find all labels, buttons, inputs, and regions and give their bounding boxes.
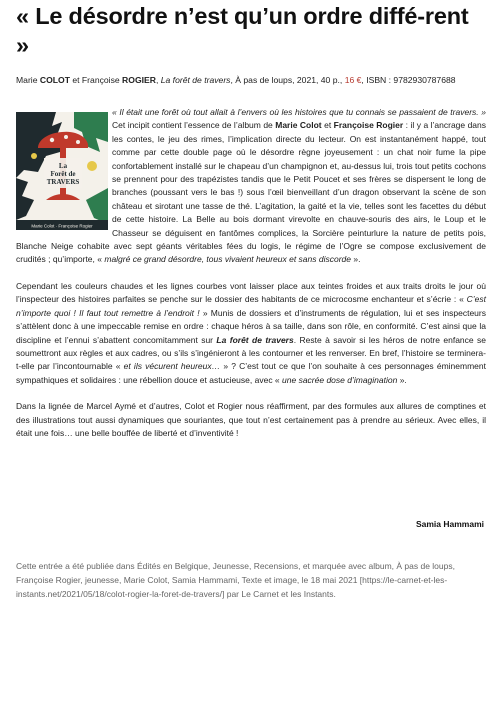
author-name-rogier: Françoise Rogier [333, 120, 404, 131]
article-title: « Le désordre n’est qu’un ordre diffé-rent » [16, 3, 469, 58]
signature: Samia Hammami [415, 519, 484, 529]
author2-last: ROGIER [122, 75, 156, 85]
paragraph-2: Cependant les couleurs chaudes et les lignes courbes vont laisser place aux teintes froides et aux traits droits le jour où l’inspecteur des histoires parfaites se penche sur le dossier des habitants de ce microcosme enchanteur et s’écrie : « C’est n’importe quoi ! Il faut tout remettre à l’endroit ! » Munis de dossiers et d’instruments de régulation, lui et ses inspecteurs s’attèlent donc à une impeccable remise en ordre : chaque héros à sa taille, dans son rôle, en conformité. C’est ainsi que la discipline et l’ennui s’abattent concomitamment sur La forêt de travers. Reste à savoir si les héros de notre enfance se soumettront aux règles et aux cadres, ou s’ils s’ingénieront à les contourner et les renverser. En bref, l’histoire se terminera-t-elle par l’incontournable « et ils vécurent heureux… » ? C’est tout ce que l’on souhaite à ces personnages éminemment sympathiques et solidaires : une rébellion douce et astucieuse, avec « une sacrée dose d’imagination ». [16, 280, 487, 385]
article-body [16, 106, 486, 453]
paragraph-1: « Il était une forêt où tout allait à l’envers où les histoires que tu connais se passaient de travers. » Cet incipit contient l’essence de l’album de Marie Colot et Françoise Rogier : il y a l’ancrage dans les contes, le jeu des rimes, l’implication directe du lecteur. On est instantanément happé, tout comme par cette double page où le désordre règne joyeusement : un chat noir fume la pipe confortablement installé sur le chapeau d’un champignon et, au-dessus lui, trois tout petits cochons se prennent pour des trapézistes tandis que le Petit Poucet et ses frères se dispersent le long de branches (poussant vers le bas !) sous l’œil bienveillant d’un dragon observant la scène de son château et sirotant une tasse de thé. L’agitation, la gaité et la vie, telles sont les facettes du début de cette histoire. La Belle au bois dormant virevolte en chauve-souris des airs, le Loup et le Chasseur se déguisent en fantômes complices, la Sorcière peinturlure la nature de petits pois, Blanche Neige cohabite avec sept géants véritables fées du logis, le régime de l’Ogre se compose exclusivement de crudités ; qu’importe, « malgré ce grand désordre, tous vivaient heureux et sans discorde ». [16, 107, 487, 265]
entry-footer: Cette entrée a été publiée dans Édités en Belgique, Jeunesse, Recensions, et marquée avec album, À pas de loups, Françoise Rogier, jeunesse, Marie Colot, Samia Hammami, Texte et image, le 18 mai 2021 [https://le-carnet-et-les-instants.net/2021/05/18/colot-rogier-la-foret-de-travers/] par Le Carnet et les Instants. [16, 561, 455, 599]
book-title-ref: La forêt de travers [216, 334, 294, 345]
author-name-colot: Marie Colot [275, 120, 322, 131]
isbn: , ISBN : 9782930787688 [361, 75, 456, 85]
svg-text:Forêt de: Forêt de [50, 170, 76, 178]
price: 16 € [344, 75, 362, 85]
svg-text:Marie Colot · Françoise Rogier: Marie Colot · Françoise Rogier [31, 223, 93, 229]
and-word: et [72, 75, 80, 85]
incipit-quote: « Il était une forêt où tout allait à l’envers où les histoires que tu connais se passaient de travers. » [112, 107, 486, 117]
book-title: La forêt de travers [160, 75, 231, 85]
author1-last: COLOT [39, 75, 70, 85]
publisher-details: , À pas de loups, 2021, 40 p., [230, 75, 343, 85]
svg-text:TRAVERS: TRAVERS [46, 178, 80, 186]
paragraph-3: Dans la lignée de Marcel Aymé et d’autres, Colot et Rogier nous réaffirment, par des formules aux allures de comptines et des illustrations tout aussi dynamiques que souriantes, que tout n’est certainement pas à prendre au sérieux. Avec elles, il était une fois… une belle bouffée de liberté et d’inventivité ! [16, 401, 486, 438]
author1-first: Marie [16, 75, 38, 85]
author2-first: Françoise [81, 75, 120, 85]
cover-space [16, 106, 112, 232]
book-metadata: Marie COLOT et Françoise ROGIER, La forêt de travers, À pas de loups, 2021, 40 p., 16 €, ISBN : 9782930787688 [16, 75, 456, 85]
svg-text:La: La [58, 162, 68, 170]
